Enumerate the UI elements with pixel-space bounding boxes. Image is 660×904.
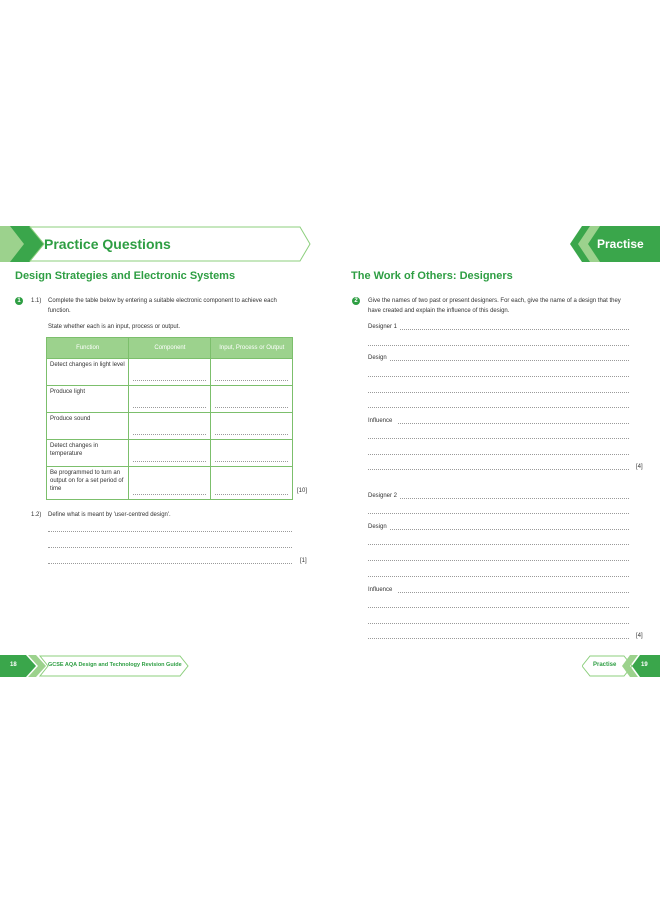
- question-label: 1.1): [31, 298, 42, 304]
- answer-line[interactable]: [390, 360, 629, 361]
- question-label: 1.2): [31, 512, 42, 518]
- table-cell-component[interactable]: [129, 386, 211, 413]
- page-number-left: 18: [10, 662, 17, 668]
- question-text-cont: have created and explain the influence of this design.: [368, 308, 510, 314]
- influence-1-label: Influence: [368, 418, 393, 424]
- table-cell-function: Detect changes in temperature: [47, 440, 129, 467]
- table-cell-component[interactable]: [129, 413, 211, 440]
- footer-section-label: Practise: [593, 662, 617, 668]
- question-number-badge: 2: [352, 297, 360, 305]
- question-text: Define what is meant by 'user-centred design'.: [48, 512, 171, 518]
- answer-line[interactable]: [368, 469, 629, 470]
- table-cell-function: Detect changes in light level: [47, 359, 129, 386]
- answer-line[interactable]: [400, 329, 629, 330]
- page-title: Practice Questions: [44, 236, 171, 252]
- answer-line[interactable]: [368, 544, 629, 545]
- answer-line[interactable]: [368, 407, 629, 408]
- answer-line[interactable]: [390, 529, 629, 530]
- table-row: [47, 413, 293, 440]
- question-text: Give the names of two past or present designers. For each, give the name of a design that they: [368, 298, 621, 304]
- table-cell-type[interactable]: [211, 386, 293, 413]
- answer-line[interactable]: [398, 592, 629, 593]
- marks-label: [4]: [636, 464, 643, 470]
- answer-line[interactable]: [48, 547, 292, 548]
- answer-line[interactable]: [48, 531, 292, 532]
- page-number-right: 19: [641, 662, 648, 668]
- answer-line[interactable]: [368, 392, 629, 393]
- answer-table: [46, 337, 293, 500]
- answer-line[interactable]: [368, 454, 629, 455]
- answer-line[interactable]: [368, 560, 629, 561]
- table-cell-function: Be programmed to turn an output on for a set period of time: [47, 467, 129, 500]
- table-cell-component[interactable]: [129, 440, 211, 467]
- design-2-label: Design: [368, 524, 387, 530]
- table-cell-component[interactable]: [129, 467, 211, 500]
- answer-line[interactable]: [368, 607, 629, 608]
- table-header: Input, Process or Output: [211, 338, 293, 359]
- section-title-left: Design Strategies and Electronic Systems: [15, 270, 236, 282]
- marks-label: [1]: [300, 558, 307, 564]
- answer-line[interactable]: [368, 638, 629, 639]
- question-instruction: State whether each is an input, process or output.: [48, 324, 181, 330]
- table-row: [47, 467, 293, 500]
- answer-line[interactable]: [398, 423, 629, 424]
- table-row: [47, 440, 293, 467]
- table-cell-type[interactable]: [211, 413, 293, 440]
- answer-line[interactable]: [368, 376, 629, 377]
- question-text-cont: function.: [48, 308, 71, 314]
- question-number-badge: 1: [15, 297, 23, 305]
- marks-label: [4]: [636, 633, 643, 639]
- table-row: [47, 386, 293, 413]
- answer-line[interactable]: [368, 345, 629, 346]
- section-title-right: The Work of Others: Designers: [351, 270, 513, 282]
- answer-line[interactable]: [368, 623, 629, 624]
- influence-2-label: Influence: [368, 587, 393, 593]
- table-cell-function: Produce sound: [47, 413, 129, 440]
- table-cell-component[interactable]: [129, 359, 211, 386]
- table-cell-function: Produce light: [47, 386, 129, 413]
- table-cell-type[interactable]: [211, 440, 293, 467]
- section-tab-label: Practise: [597, 237, 644, 251]
- table-row: [47, 359, 293, 386]
- table-header: Component: [129, 338, 211, 359]
- table-cell-type[interactable]: [211, 467, 293, 500]
- question-text: Complete the table below by entering a suitable electronic component to achieve each: [48, 298, 277, 304]
- design-1-label: Design: [368, 355, 387, 361]
- designer-1-label: Designer 1: [368, 324, 398, 330]
- answer-line[interactable]: [48, 563, 292, 564]
- table-cell-type[interactable]: [211, 359, 293, 386]
- answer-line[interactable]: [368, 438, 629, 439]
- answer-line[interactable]: [368, 513, 629, 514]
- answer-line[interactable]: [368, 576, 629, 577]
- table-header: Function: [47, 338, 129, 359]
- marks-label: [10]: [297, 488, 308, 494]
- answer-line[interactable]: [400, 498, 629, 499]
- designer-2-label: Designer 2: [368, 493, 398, 499]
- book-title: GCSE AQA Design and Technology Revision Guide: [48, 662, 182, 668]
